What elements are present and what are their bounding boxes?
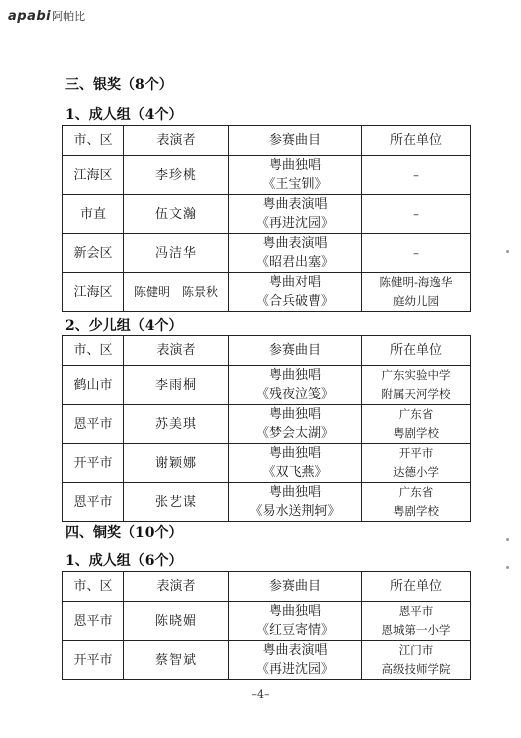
unit-line-1: 广东省 [398, 485, 434, 499]
unit-line-1: – [413, 167, 419, 182]
performer-cell: 陈晓媚 [124, 602, 229, 641]
silver-adult-heading: 1、成人组（4个） [65, 107, 183, 123]
song-type: 粤曲独唱 [268, 604, 321, 619]
table-row [63, 234, 471, 273]
performer-cell: 蔡智斌 [124, 641, 229, 680]
song-cell [229, 602, 362, 641]
song-cell [229, 641, 362, 680]
col-header-district: 市、区 [63, 126, 124, 156]
song-type: 粤曲独唱 [268, 368, 321, 383]
performer-cell: 谢颖娜 [124, 444, 229, 483]
song-title: 《梦会太湖》 [255, 426, 334, 441]
unit-line-2: 粤剧学校 [393, 504, 439, 518]
district-cell: 恩平市 [63, 602, 124, 641]
song-cell [229, 156, 362, 195]
performer-cell: 陈健明 陈景秋 [124, 273, 229, 312]
unit-line-2: 附属天河学校 [381, 387, 451, 401]
song-title: 《合兵破曹》 [255, 294, 334, 309]
unit-line-1: – [413, 245, 419, 260]
app-logo [8, 8, 85, 24]
song-type: 粤曲独唱 [268, 446, 321, 461]
bronze-adult-table [62, 571, 471, 680]
table-header-row [63, 572, 471, 602]
song-title: 《昭君出塞》 [255, 255, 334, 270]
col-header-song: 参赛曲目 [229, 336, 362, 366]
silver-adult-table [62, 125, 471, 312]
unit-cell [362, 641, 471, 680]
district-cell: 新会区 [63, 234, 124, 273]
song-type: 粤曲对唱 [268, 275, 321, 290]
unit-cell [362, 444, 471, 483]
table-header-row [63, 126, 471, 156]
table-row [63, 444, 471, 483]
district-cell: 开平市 [63, 641, 124, 680]
song-title: 《红豆寄情》 [255, 623, 334, 638]
song-type: 粤曲表演唱 [262, 236, 328, 251]
col-header-district: 市、区 [63, 572, 124, 602]
scan-mark [506, 538, 509, 541]
unit-line-2: 恩城第一小学 [381, 623, 451, 637]
song-title: 《再进沈园》 [255, 216, 334, 231]
unit-line-1: 广东实验中学 [381, 368, 451, 382]
performer-cell: 伍文瀚 [124, 195, 229, 234]
col-header-performer: 表演者 [124, 126, 229, 156]
table-row [63, 195, 471, 234]
song-title: 《易水送荆轲》 [249, 504, 341, 519]
district-cell: 开平市 [63, 444, 124, 483]
unit-cell [362, 483, 471, 522]
song-title: 《双飞燕》 [262, 465, 328, 480]
page-number: –4– [251, 688, 270, 701]
unit-line-1: 广东省 [398, 407, 434, 421]
unit-line-1: 江门市 [398, 643, 434, 657]
song-type: 粤曲表演唱 [262, 643, 328, 658]
song-title: 《残夜泣笺》 [255, 387, 334, 402]
district-cell: 鹤山市 [63, 366, 124, 405]
col-header-performer: 表演者 [124, 336, 229, 366]
unit-line-1: 开平市 [398, 446, 434, 460]
unit-line-2: 达德小学 [393, 465, 439, 479]
song-cell [229, 366, 362, 405]
logo-brand: apabi [8, 9, 52, 24]
unit-cell [362, 366, 471, 405]
song-title: 《王宝钏》 [262, 177, 328, 192]
performer-cell: 冯洁华 [124, 234, 229, 273]
performer-cell: 苏美琪 [124, 405, 229, 444]
table-row [63, 156, 471, 195]
song-cell [229, 195, 362, 234]
bronze-adult-heading: 1、成人组（6个） [65, 553, 183, 569]
unit-cell [362, 156, 471, 195]
logo-name: 阿帕比 [52, 10, 86, 23]
table-row [63, 405, 471, 444]
performer-cell: 李珍桃 [124, 156, 229, 195]
col-header-unit: 所在单位 [362, 126, 471, 156]
col-header-unit: 所在单位 [362, 336, 471, 366]
col-header-performer: 表演者 [124, 572, 229, 602]
unit-line-1: – [413, 206, 419, 221]
scan-mark [506, 250, 509, 253]
table-row [63, 273, 471, 312]
district-cell: 恩平市 [63, 405, 124, 444]
song-cell [229, 444, 362, 483]
unit-line-2: 庭幼儿园 [393, 294, 439, 308]
unit-cell [362, 234, 471, 273]
unit-line-1: 恩平市 [398, 604, 434, 618]
district-cell: 江海区 [63, 156, 124, 195]
silver-youth-heading: 2、少儿组（4个） [65, 318, 183, 334]
silver-award-heading: 三、银奖（8个） [65, 77, 173, 93]
song-title: 《再进沈园》 [255, 662, 334, 677]
col-header-unit: 所在单位 [362, 572, 471, 602]
district-cell: 恩平市 [63, 483, 124, 522]
table-row [63, 483, 471, 522]
song-cell [229, 483, 362, 522]
table-header-row [63, 336, 471, 366]
unit-cell [362, 273, 471, 312]
song-type: 粤曲独唱 [268, 485, 321, 500]
table-row [63, 602, 471, 641]
song-type: 粤曲独唱 [268, 407, 321, 422]
unit-line-2: 高级技师学院 [381, 662, 451, 676]
unit-line-2: 粤剧学校 [393, 426, 439, 440]
scan-mark [506, 566, 509, 569]
song-cell [229, 273, 362, 312]
district-cell: 市直 [63, 195, 124, 234]
bronze-award-heading: 四、铜奖（10个） [65, 525, 183, 541]
col-header-song: 参赛曲目 [229, 572, 362, 602]
song-type: 粤曲独唱 [268, 158, 321, 173]
performer-cell: 张艺谋 [124, 483, 229, 522]
unit-cell [362, 405, 471, 444]
table-row [63, 641, 471, 680]
silver-youth-table [62, 335, 471, 522]
unit-cell [362, 195, 471, 234]
song-type: 粤曲表演唱 [262, 197, 328, 212]
song-cell [229, 405, 362, 444]
unit-line-1: 陈健明-海逸华 [379, 275, 453, 289]
table-row [63, 366, 471, 405]
song-cell [229, 234, 362, 273]
col-header-song: 参赛曲目 [229, 126, 362, 156]
col-header-district: 市、区 [63, 336, 124, 366]
unit-cell [362, 602, 471, 641]
district-cell: 江海区 [63, 273, 124, 312]
performer-cell: 李雨桐 [124, 366, 229, 405]
